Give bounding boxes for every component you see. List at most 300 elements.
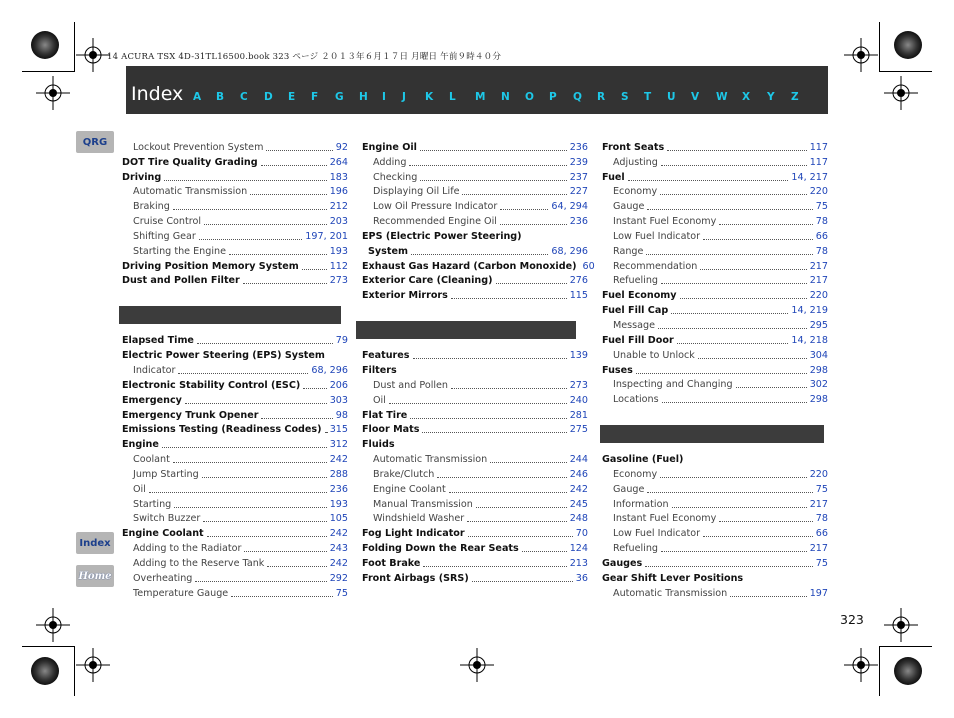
index-column-2 (362, 138, 595, 584)
index-subentry[interactable] (362, 480, 588, 495)
letter-link-v[interactable]: V (691, 91, 700, 103)
page-reference-link[interactable]: 312 (329, 439, 348, 451)
page-reference-link[interactable]: 75 (815, 483, 828, 495)
letter-link-l[interactable]: L (449, 91, 456, 103)
page-reference-link[interactable]: 242 (569, 483, 588, 495)
registration-mark-icon (844, 38, 878, 72)
page-reference-link[interactable]: 105 (329, 513, 348, 525)
index-subentry[interactable] (602, 465, 828, 480)
index-entry[interactable] (602, 569, 828, 584)
letter-link-s[interactable]: S (621, 91, 629, 103)
page-reference-link[interactable]: 78 (815, 245, 828, 257)
page-reference-link[interactable]: 68, 296 (551, 245, 588, 257)
index-entry[interactable] (122, 435, 348, 450)
page-reference-link[interactable]: 139 (569, 350, 588, 362)
dot-leader (703, 536, 813, 537)
letter-link-f[interactable]: F (311, 91, 319, 103)
entry-label: Shifting Gear (133, 230, 196, 242)
index-entry[interactable] (602, 168, 828, 183)
color-patch-top-right (894, 31, 922, 59)
letter-link-d[interactable]: D (264, 91, 273, 103)
index-subentry[interactable] (122, 242, 348, 257)
letter-link-m[interactable]: M (475, 91, 486, 103)
index-entry[interactable] (362, 569, 588, 584)
index-entry[interactable] (602, 554, 828, 569)
entry-label: Exterior Care (Cleaning) (362, 275, 493, 287)
index-entry[interactable] (602, 138, 828, 153)
entry-label: Information (613, 498, 669, 510)
entry-label: Front Seats (602, 141, 665, 153)
index-subentry[interactable] (602, 316, 828, 331)
registration-mark-icon (76, 648, 110, 682)
page-reference-link[interactable]: 295 (809, 319, 828, 331)
dot-leader (698, 358, 807, 359)
page-reference-link[interactable]: 298 (809, 394, 828, 406)
page-reference-link[interactable]: 220 (809, 468, 828, 480)
page-reference-link[interactable]: 239 (569, 156, 588, 168)
dot-leader (173, 462, 327, 463)
entry-label: Instant Fuel Economy (613, 216, 717, 228)
page-reference-link[interactable]: 217 (809, 260, 828, 272)
index-entry[interactable] (362, 272, 588, 287)
page-reference-link[interactable]: 98 (335, 409, 348, 421)
dot-leader (197, 343, 333, 344)
dot-leader (700, 269, 806, 270)
page-reference-link[interactable]: 75 (815, 201, 828, 213)
page-reference-link[interactable]: 244 (569, 454, 588, 466)
page-reference-link[interactable]: 212 (329, 201, 348, 213)
dot-leader (422, 432, 566, 433)
page-reference-link[interactable]: 243 (329, 543, 348, 555)
index-entry[interactable] (122, 153, 348, 168)
dot-leader (266, 150, 332, 151)
page-reference-link[interactable]: 112 (329, 260, 348, 272)
dot-leader (162, 447, 327, 448)
entry-label: Instant Fuel Economy (613, 513, 717, 525)
dot-leader (719, 521, 812, 522)
index-entry[interactable] (122, 376, 348, 391)
dot-leader (244, 551, 326, 552)
index-entry[interactable] (122, 331, 348, 346)
entry-label: Gauges (602, 557, 643, 569)
page-reference-link[interactable]: 217 (809, 275, 828, 287)
index-subentry[interactable] (362, 212, 588, 227)
index-entry[interactable] (362, 286, 588, 301)
dot-leader (500, 209, 548, 210)
entry-label: Indicator (133, 364, 176, 376)
index-subentry[interactable] (602, 212, 828, 227)
dot-leader (672, 507, 807, 508)
page-reference-link[interactable]: 303 (329, 394, 348, 406)
dot-leader (667, 150, 806, 151)
dot-leader (437, 477, 566, 478)
page-reference-link[interactable]: 66 (815, 230, 828, 242)
entry-label: Folding Down the Rear Seats (362, 543, 519, 555)
index-subentry[interactable] (602, 242, 828, 257)
entry-label: Low Fuel Indicator (613, 528, 701, 540)
entry-label: Fuel Fill Door (602, 334, 674, 346)
home-button[interactable] (76, 565, 114, 587)
dot-leader (325, 432, 327, 433)
entry-label: Recommendation (613, 260, 698, 272)
entry-label: Automatic Transmission (613, 587, 728, 599)
entry-label: Jump Starting (133, 468, 199, 480)
entry-label: Coolant (133, 454, 170, 466)
index-subentry[interactable] (602, 390, 828, 405)
dot-leader (302, 269, 327, 270)
dot-leader (174, 507, 326, 508)
index-subentry[interactable] (122, 197, 348, 212)
home-label: Home (78, 570, 112, 582)
index-button[interactable] (76, 532, 114, 554)
page-reference-link[interactable]: 245 (569, 498, 588, 510)
entry-label: Foot Brake (362, 557, 421, 569)
index-entry[interactable] (362, 138, 588, 153)
page-reference-link[interactable]: 298 (809, 364, 828, 376)
entry-label: Gasoline (Fuel) (602, 454, 684, 466)
index-subentry[interactable] (122, 227, 348, 242)
page-reference-link[interactable]: 220 (809, 290, 828, 302)
letter-link-o[interactable]: O (525, 91, 534, 103)
page-reference-link[interactable]: 264 (329, 156, 348, 168)
index-subentry[interactable] (362, 391, 588, 406)
entry-label: Driving Position Memory System (122, 260, 299, 272)
index-entry[interactable] (122, 406, 348, 421)
dot-leader (164, 180, 326, 181)
page-reference-link[interactable]: 217 (809, 498, 828, 510)
page-reference-link[interactable]: 276 (569, 275, 588, 287)
index-entry[interactable] (362, 554, 588, 569)
index-subentry[interactable] (122, 554, 348, 569)
index-entry[interactable] (122, 524, 348, 539)
index-subentry[interactable] (602, 495, 828, 510)
entry-label: Windshield Washer (373, 513, 465, 525)
page-reference-link[interactable]: 240 (569, 394, 588, 406)
index-column-3 (602, 138, 828, 599)
index-subentry[interactable] (362, 510, 588, 525)
page-reference-link[interactable]: 292 (329, 572, 348, 584)
dot-leader (658, 328, 807, 329)
page-reference-link[interactable]: 242 (329, 528, 348, 540)
index-subentry[interactable] (122, 539, 348, 554)
page-reference-link[interactable]: 68, 296 (311, 364, 348, 376)
page-reference-link[interactable]: 302 (809, 379, 828, 391)
letter-link-p[interactable]: P (549, 91, 557, 103)
entry-label: Floor Mats (362, 424, 420, 436)
page-reference-link[interactable]: 242 (329, 454, 348, 466)
registration-mark-icon (36, 608, 70, 642)
index-title: Index (131, 83, 184, 105)
page-reference-link[interactable]: 66 (815, 528, 828, 540)
dot-leader (202, 477, 327, 478)
page-reference-link[interactable]: 281 (569, 409, 588, 421)
page-reference-link[interactable]: 197 (809, 587, 828, 599)
index-subentry[interactable] (122, 495, 348, 510)
entry-label: Refueling (613, 275, 658, 287)
index-subentry[interactable] (122, 510, 348, 525)
page-reference-link[interactable]: 14, 217 (791, 171, 828, 183)
index-subentry[interactable] (602, 376, 828, 391)
dot-leader (462, 194, 566, 195)
dot-leader (719, 224, 812, 225)
index-entry[interactable] (362, 406, 588, 421)
page-reference-link[interactable]: 236 (329, 483, 348, 495)
crop-line (879, 22, 880, 72)
dot-leader (671, 313, 788, 314)
qrg-label: QRG (82, 136, 108, 148)
letter-link-j[interactable]: J (402, 91, 406, 103)
index-subentry[interactable] (362, 495, 588, 510)
page-reference-link[interactable]: 36 (575, 572, 588, 584)
letter-link-u[interactable]: U (667, 91, 676, 103)
page-reference-link[interactable]: 315 (329, 424, 348, 436)
index-entry[interactable] (362, 227, 588, 242)
entry-label: Dust and Pollen (373, 379, 449, 391)
index-subentry[interactable] (122, 569, 348, 584)
dot-leader (207, 536, 327, 537)
registration-mark-icon (844, 648, 878, 682)
page-reference-link[interactable]: 75 (335, 587, 348, 599)
dot-leader (261, 418, 332, 419)
index-subentry[interactable] (602, 257, 828, 272)
index-entry[interactable] (362, 421, 588, 436)
registration-mark-icon (76, 38, 110, 72)
entry-label: Unable to Unlock (613, 349, 695, 361)
letter-link-z[interactable]: Z (791, 91, 799, 103)
page-reference-link[interactable]: 246 (569, 468, 588, 480)
letter-link-i[interactable]: I (382, 91, 386, 103)
dot-leader (662, 402, 807, 403)
entry-label: Fuel (602, 171, 625, 183)
dot-leader (420, 180, 566, 181)
index-column-1 (122, 138, 348, 599)
entry-label: Fluids (362, 439, 395, 451)
page-reference-link[interactable]: 227 (569, 186, 588, 198)
registration-mark-icon (884, 608, 918, 642)
entry-label: Refueling (613, 543, 658, 555)
dot-leader (647, 209, 812, 210)
page-reference-link[interactable]: 206 (329, 379, 348, 391)
index-subentry[interactable] (122, 212, 348, 227)
index-subentry[interactable] (362, 376, 588, 391)
entry-label: Switch Buzzer (133, 513, 201, 525)
dot-leader (267, 566, 326, 567)
entry-label: Front Airbags (SRS) (362, 572, 469, 584)
entry-label: System (368, 245, 408, 257)
letter-link-b[interactable]: B (216, 91, 225, 103)
letter-link-r[interactable]: R (597, 91, 606, 103)
dot-leader (195, 581, 326, 582)
index-subentry[interactable] (362, 168, 588, 183)
letter-link-x[interactable]: X (742, 91, 751, 103)
page-reference-link[interactable]: 78 (815, 216, 828, 228)
page-reference-link[interactable]: 213 (569, 557, 588, 569)
page-reference-link[interactable]: 273 (329, 275, 348, 287)
index-subentry[interactable] (602, 183, 828, 198)
letter-link-c[interactable]: C (240, 91, 248, 103)
index-subentry[interactable] (362, 153, 588, 168)
qrg-button[interactable] (76, 131, 114, 153)
index-subentry[interactable] (602, 153, 828, 168)
index-subentry[interactable] (362, 450, 588, 465)
index-entry[interactable] (122, 421, 348, 436)
dot-leader (661, 165, 807, 166)
entry-label: Gauge (613, 483, 645, 495)
index-entry[interactable] (122, 168, 348, 183)
dot-leader (149, 492, 327, 493)
page-reference-link[interactable]: 79 (335, 335, 348, 347)
entry-label: Low Fuel Indicator (613, 230, 701, 242)
page-reference-link[interactable]: 236 (569, 216, 588, 228)
page-reference-link[interactable]: 92 (335, 141, 348, 153)
dot-leader (173, 209, 327, 210)
page-reference-link[interactable]: 196 (329, 186, 348, 198)
color-patch-bottom-left (31, 657, 59, 685)
index-entry[interactable] (122, 391, 348, 406)
page-reference-link[interactable]: 14, 219 (791, 305, 828, 317)
page-reference-link[interactable]: 288 (329, 468, 348, 480)
entry-label: Exterior Mirrors (362, 290, 448, 302)
index-subentry[interactable] (602, 480, 828, 495)
letter-link-g[interactable]: G (335, 91, 344, 103)
dot-leader (199, 239, 302, 240)
page-reference-link[interactable]: 217 (809, 543, 828, 555)
dot-leader (661, 551, 807, 552)
index-subentry[interactable] (362, 197, 588, 212)
page-reference-link[interactable]: 275 (569, 424, 588, 436)
page-reference-link[interactable]: 14, 218 (791, 334, 828, 346)
page-reference-link[interactable]: 197, 201 (305, 230, 348, 242)
page-reference-link[interactable]: 304 (809, 349, 828, 361)
index-subentry[interactable] (362, 465, 588, 480)
crop-line (879, 646, 880, 696)
entry-label: Fuses (602, 364, 633, 376)
letter-link-t[interactable]: T (644, 91, 652, 103)
page-reference-link[interactable]: 203 (329, 216, 348, 228)
index-entry[interactable] (602, 286, 828, 301)
letter-link-w[interactable]: W (716, 91, 728, 103)
dot-leader (185, 403, 327, 404)
index-entry[interactable] (122, 257, 348, 272)
page-reference-link[interactable]: 78 (815, 513, 828, 525)
page-reference-link[interactable]: 242 (329, 557, 348, 569)
page-reference-link[interactable]: 124 (569, 543, 588, 555)
crop-line (22, 646, 74, 647)
index-entry[interactable] (122, 346, 348, 361)
index-subentry[interactable] (602, 510, 828, 525)
letter-link-k[interactable]: K (425, 91, 434, 103)
letter-link-e[interactable]: E (288, 91, 296, 103)
index-entry[interactable] (602, 331, 828, 346)
page-reference-link[interactable]: 64, 294 (551, 201, 588, 213)
color-patch-bottom-right (894, 657, 922, 685)
page-reference-link[interactable]: 220 (809, 186, 828, 198)
page-reference-link[interactable]: 70 (575, 528, 588, 540)
letter-link-a[interactable]: A (193, 91, 202, 103)
index-entry[interactable] (602, 301, 828, 316)
entry-label: Adding to the Radiator (133, 543, 242, 555)
index-entry[interactable] (362, 257, 595, 272)
index-subentry[interactable] (602, 227, 828, 242)
letter-link-h[interactable]: H (359, 91, 368, 103)
dot-leader (703, 239, 813, 240)
page-reference-link[interactable]: 237 (569, 171, 588, 183)
dot-leader (500, 224, 567, 225)
index-subentry[interactable] (122, 361, 348, 376)
dot-leader (231, 596, 333, 597)
index-subentry[interactable] (602, 346, 828, 361)
entry-label: Inspecting and Changing (613, 379, 733, 391)
index-entry[interactable] (362, 539, 588, 554)
page-reference-link[interactable]: 193 (329, 245, 348, 257)
letter-link-q[interactable]: Q (573, 91, 582, 103)
index-entry[interactable] (122, 272, 348, 287)
index-subentry[interactable] (602, 584, 828, 599)
entry-label: Engine Oil (362, 141, 417, 153)
dot-leader (229, 254, 327, 255)
index-subentry[interactable] (122, 450, 348, 465)
page-reference-link[interactable]: 115 (569, 290, 588, 302)
index-subentry[interactable] (122, 138, 348, 153)
index-subentry[interactable] (602, 539, 828, 554)
index-subentry[interactable] (602, 197, 828, 212)
index-entry[interactable] (362, 242, 588, 257)
index-subentry[interactable] (602, 272, 828, 287)
page-reference-link[interactable]: 60 (582, 260, 595, 272)
registration-mark-icon (460, 648, 494, 682)
entry-label: Fuel Fill Cap (602, 305, 669, 317)
dot-leader (243, 283, 327, 284)
dot-leader (261, 165, 327, 166)
entry-label: Recommended Engine Oil (373, 216, 497, 228)
entry-label: Flat Tire (362, 409, 408, 421)
index-entry[interactable] (362, 361, 588, 376)
index-subentry[interactable] (122, 183, 348, 198)
section-header-f (356, 321, 576, 339)
page-reference-link[interactable]: 75 (815, 557, 828, 569)
dot-leader (680, 298, 807, 299)
index-entry[interactable] (362, 435, 588, 450)
page-reference-link[interactable]: 236 (569, 141, 588, 153)
dot-leader (204, 224, 327, 225)
index-subentry[interactable] (602, 524, 828, 539)
index-entry[interactable] (362, 524, 588, 539)
entry-label: Oil (373, 394, 386, 406)
dot-leader (472, 581, 573, 582)
page-reference-link[interactable]: 183 (329, 171, 348, 183)
entry-label: Gauge (613, 201, 645, 213)
index-subentry[interactable] (122, 584, 348, 599)
dot-leader (496, 283, 567, 284)
page-reference-link[interactable]: 273 (569, 379, 588, 391)
page-reference-link[interactable]: 193 (329, 498, 348, 510)
page-reference-link[interactable]: 248 (569, 513, 588, 525)
entry-label: Braking (133, 201, 170, 213)
page-reference-link[interactable]: 117 (809, 156, 828, 168)
entry-label: Lockout Prevention System (133, 141, 264, 153)
entry-label: Range (613, 245, 644, 257)
letter-link-y[interactable]: Y (767, 91, 775, 103)
index-subentry[interactable] (122, 465, 348, 480)
entry-label: Low Oil Pressure Indicator (373, 201, 498, 213)
letter-link-n[interactable]: N (501, 91, 510, 103)
index-entry[interactable] (602, 450, 828, 465)
index-entry[interactable] (602, 361, 828, 376)
index-entry[interactable] (362, 346, 588, 361)
page-reference-link[interactable]: 117 (809, 141, 828, 153)
index-subentry[interactable] (362, 183, 588, 198)
index-subentry[interactable] (122, 480, 348, 495)
